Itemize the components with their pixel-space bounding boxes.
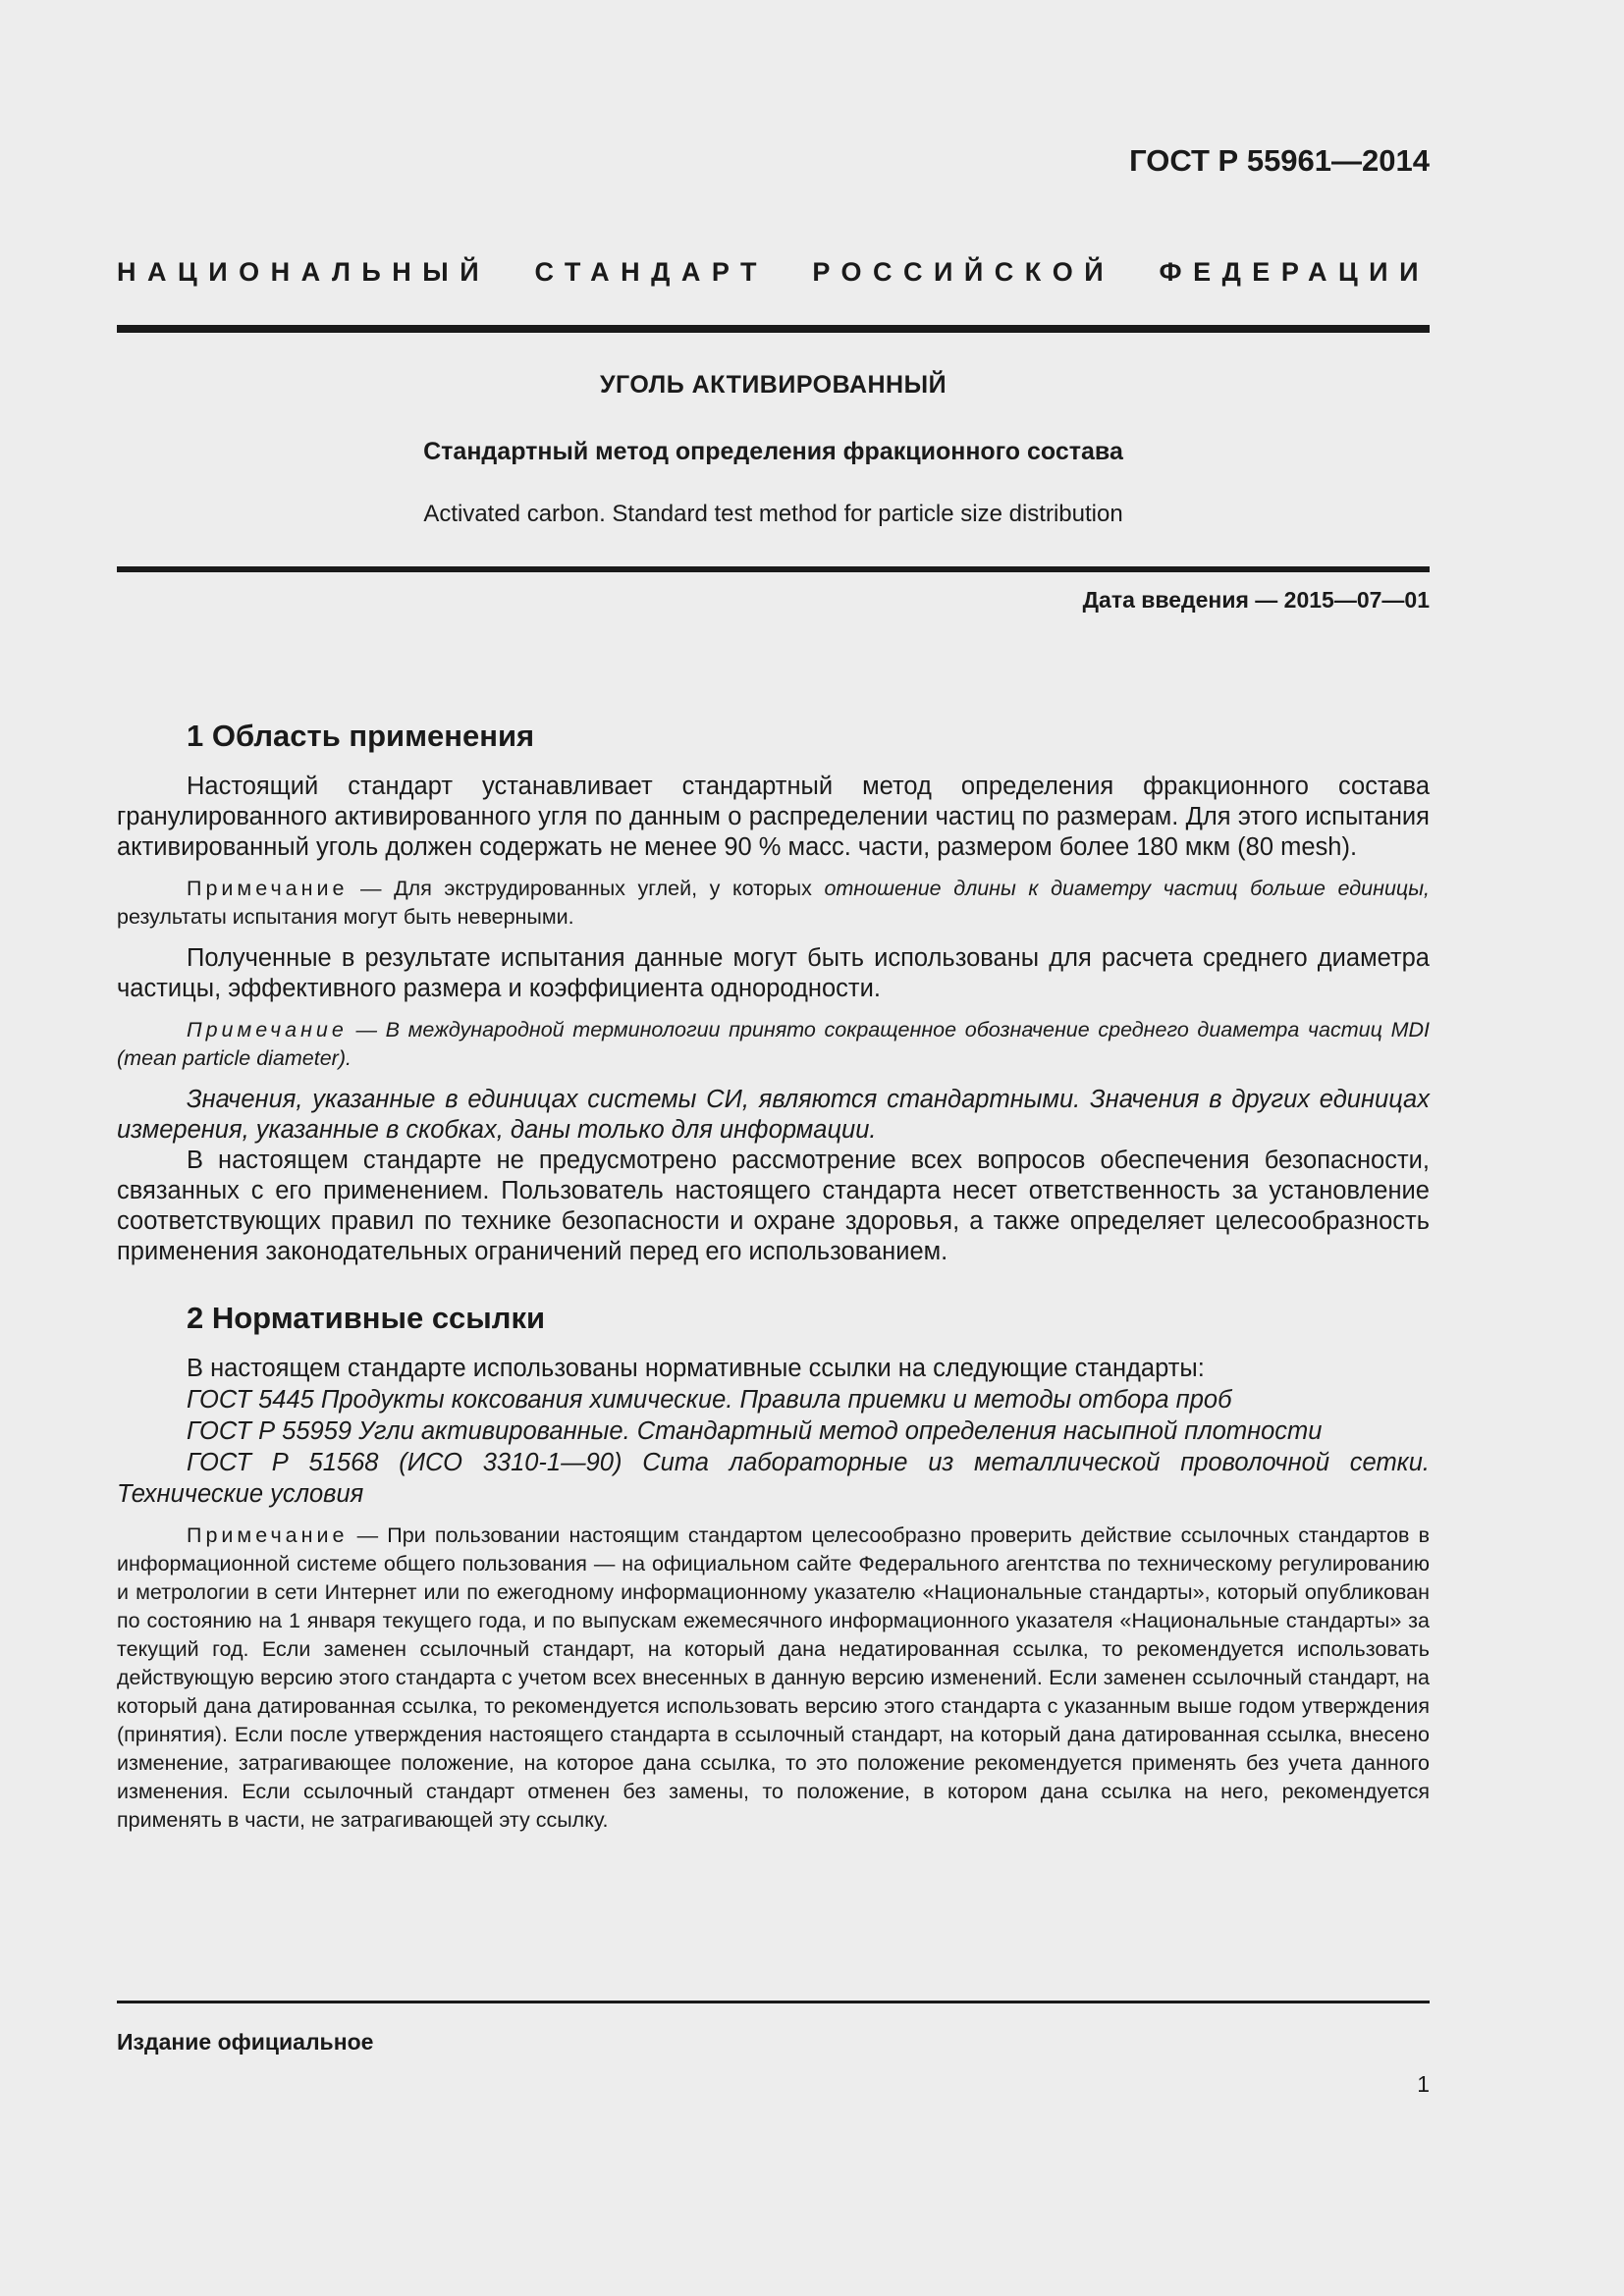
note-text: — При пользовании настоящим стандартом целесообразно проверить действие ссылочных стандартов в информационной системе общего пользования — на официальном сайте Федерального агентства по техническому регулированию и метрологии в сети Интернет или по ежегодному информационному указателю «Национальные стандарты», который опубликован по состоянию на 1 января текущего года, и по выпускам ежемесячного информационного указателя «Национальные стандарты» за текущий год. Если заменен ссылочный стандарт, на который дана недатированная ссылка, то рекомендуется использовать действующую версию этого стандарта с учетом всех внесенных в данную версию изменений. Если заменен ссылочный стандарт, на который дана датированная ссылка, то рекомендуется использовать версию этого стандарта с указанным выше годом утверждения (принятия). Если после утверждения настоящего стандарта в ссылочный стандарт, на который дана датированная ссылка, внесено изменение, затрагивающее положение, на которое дана ссылка, то это положение рекомендуется применять без учета данного изменения. Если ссылочный стандарт отменен без замены, то положение, в котором дана ссылка на него, рекомендуется применять в части, не затрагивающей эту ссылку. <box>117 1523 1430 1832</box>
section-1-paragraph-4: В настоящем стандарте не предусмотрено рассмотрение всех вопросов обеспечения безопасности, связанных с его применением. Пользователь настоящего стандарта несет ответственность за установление соответствующих правил по технике безопасности и охране здоровья, а также определяет целесообразность применения законодательных ограничений перед его использованием. <box>117 1147 1430 1265</box>
note-text: — В международной терминологии принято сокращенное обозначение среднего диаметра частиц MDI (mean particle diameter). <box>117 1018 1430 1070</box>
introduction-date: Дата введения — 2015—07—01 <box>1082 587 1430 613</box>
document-code: ГОСТ Р 55961—2014 <box>1129 143 1430 178</box>
section-1-note-2 <box>117 1016 1430 1073</box>
page-number: 1 <box>1417 2071 1430 2097</box>
note-label: Примечание <box>187 1523 349 1547</box>
national-standard-banner: НАЦИОНАЛЬНЫЙ СТАНДАРТ РОССИЙСКОЙ ФЕДЕРАЦИИ <box>117 257 1430 287</box>
note-label: Примечание <box>187 877 349 900</box>
note-label: Примечание <box>187 1018 348 1041</box>
section-1-heading: 1 Область применения <box>187 719 535 753</box>
title-rule <box>117 566 1430 572</box>
section-2-intro: В настоящем стандарте использованы нормативные ссылки на следующие стандарты: <box>187 1355 1205 1382</box>
note-text-end: результаты испытания могут быть неверными. <box>117 905 574 929</box>
reference-item: ГОСТ 5445 Продукты коксования химические. Правила приемки и методы отбора проб <box>187 1386 1232 1414</box>
document-subtitle: Стандартный метод определения фракционного состава <box>423 438 1123 465</box>
section-1-paragraph-1: Настоящий стандарт устанавливает стандартный метод определения фракционного состава гранулированного активированного угля по данным о распределении частиц по размерам. Для этого испытания активированный уголь должен содержать не менее 90 % масс. части, размером более 180 мкм (80 mesh). <box>117 773 1430 861</box>
document-title: УГОЛЬ АКТИВИРОВАННЫЙ <box>599 371 947 399</box>
section-1-paragraph-2: Полученные в результате испытания данные могут быть использованы для расчета среднего диаметра частицы, эффективного размера и коэффициента однородности. <box>117 944 1430 1002</box>
document-title-english: Activated carbon. Standard test method for particle size distribution <box>423 501 1123 527</box>
section-2-note <box>117 1522 1430 1835</box>
section-1-note-1 <box>117 875 1430 932</box>
section-1-paragraph-3: Значения, указанные в единицах системы СИ, являются стандартными. Значения в других единицах измерения, указанные в скобках, даны только для информации. <box>117 1086 1430 1144</box>
main-content <box>117 715 1430 1835</box>
reference-item: ГОСТ Р 55959 Угли активированные. Стандартный метод определения насыпной плотности <box>187 1417 1323 1445</box>
reference-item: ГОСТ Р 51568 (ИСО 3310-1—90) Сита лабораторные из металлической проволочной сетки. Технические условия <box>117 1449 1430 1508</box>
edition-label: Издание официальное <box>117 2029 374 2055</box>
note-text: — Для экструдированных углей, у которых <box>348 877 825 900</box>
top-rule <box>117 325 1430 333</box>
footer-rule <box>117 2001 1430 2003</box>
note-italic-text: отношение длины к диаметру частиц больше единицы, <box>824 877 1430 900</box>
section-2-heading: 2 Нормативные ссылки <box>187 1301 546 1335</box>
